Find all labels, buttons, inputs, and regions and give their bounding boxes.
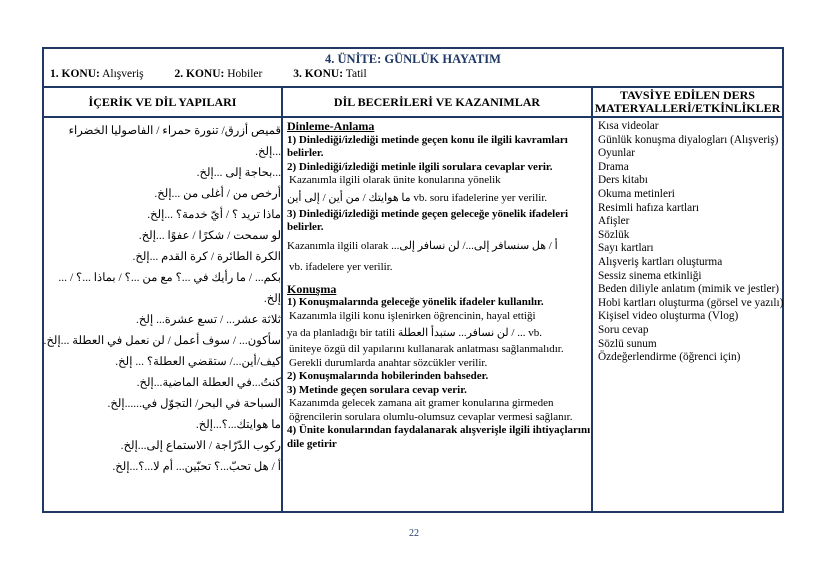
content-structures-column	[44, 120, 287, 511]
arabic-item: إلخ.	[263, 292, 281, 305]
konu-2: 2. KONU: Hobiler	[174, 68, 263, 80]
skills-column	[285, 120, 591, 511]
arabic-item: سأكون... / سوف أعمل / لن نعمل في العطلة ...إلخ.	[44, 334, 281, 347]
material-item: Resimli hafıza kartları	[598, 201, 700, 214]
arabic-phrase: ... / لن نسافر... ستبدأ العطلة	[397, 327, 526, 339]
material-item: Okuma metinleri	[598, 187, 675, 200]
col-header-materials-line2: MATERYALLERİ/ETKİNLİKLER	[594, 101, 781, 115]
col-header-materials	[593, 88, 782, 118]
material-item: Afişler	[598, 215, 630, 228]
material-item: Kişisel video oluşturma (Vlog)	[598, 310, 739, 323]
material-item: Sayı kartları	[598, 242, 654, 255]
material-item: Sessiz sinema etkinliği	[598, 269, 702, 282]
arabic-item: قميص أزرق/ تنورة حمراء / الفاصوليا الخضراء	[68, 124, 281, 137]
material-item: Oyunlar	[598, 147, 636, 160]
unit-header	[44, 49, 782, 88]
arabic-phrase: أ / هل سنسافر إلى.../ لن نسافر إلى...	[391, 239, 558, 252]
arabic-item: ...بحاجة إلى ...إلخ.	[196, 166, 281, 179]
material-item: Ders kitabı	[598, 174, 648, 187]
kazanim: 4) Ünite konularından faydalanarak alışverişle ilgili ihtiyaçlarını dile getirir	[287, 424, 591, 450]
arabic-item: لو سمحت / شكرًا / عفوًا ...إلخ.	[138, 229, 281, 242]
arabic-phrase: ما هوايتك / من أين / إلى أين	[287, 191, 411, 204]
material-item: Özdeğerlendirme (öğrenci için)	[598, 351, 741, 364]
note-text: vb.	[528, 327, 542, 339]
kazanim: 3) Dinlediği/izlediği metinde geçen geleceğe yönelik ifadeleri belirler.	[287, 207, 569, 233]
material-item: Alışveriş kartları oluşturma	[598, 255, 723, 268]
arabic-item: ثلاثة عشر... / تسع عشرة... إلخ.	[136, 313, 281, 326]
note-text: ya da planladığı bir tatili	[287, 327, 396, 339]
col-header-content: İÇERİK VE DİL YAPILARI	[44, 88, 281, 118]
note-mixed	[287, 235, 591, 257]
arabic-item: أرخص من / أغلى من ...إلخ.	[154, 187, 281, 200]
konu-3: 3. KONU: Tatil	[293, 68, 367, 80]
kazanim: 1) Konuşmalarında geleceğe yönelik ifadeler kullanılır.	[287, 296, 544, 308]
arabic-item: الكرة الطائرة / كرة القدم ...إلخ.	[132, 250, 281, 263]
kazanim: 1) Dinlediği/izlediği metinde geçen konu ile ilgili kavramları belirler.	[287, 133, 568, 159]
section-title-speaking: Konuşma	[287, 281, 337, 296]
note: Kazanımda gelecek zamana ait gramer konularına girmeden öğrencilerin sorulara olumlu-olumsuz cevaplar vermesi sağlanır.	[289, 397, 573, 423]
note: vb. ifadelere yer verilir.	[289, 260, 393, 273]
arabic-item: كيف/أين.../ ستقضي العطلة؟ ... إلخ.	[115, 355, 281, 368]
material-item: Kısa videolar	[598, 120, 659, 132]
arabic-item: ...إلخ.	[255, 145, 281, 158]
note-text: vb. soru ifadelerine yer verilir.	[413, 191, 548, 204]
note: Kazanımla ilgili olarak ünite konularına yönelik	[289, 174, 501, 186]
kazanim: 3) Metinde geçen sorulara cevap verir.	[287, 383, 467, 396]
kazanim: 2) Dinlediği/izlediği metinle ilgili sorulara cevaplar verir.	[287, 160, 553, 173]
materials-column	[593, 120, 785, 511]
page-number: 22	[409, 528, 419, 539]
col-header-skills: DİL BECERİLERİ VE KAZANIMLAR	[283, 88, 591, 118]
note-text: Kazanımla ilgili olarak	[287, 239, 389, 252]
material-item: Sözlük	[598, 228, 630, 241]
arabic-item: كنتُ...في العطلة الماضية...إلخ.	[136, 376, 281, 389]
konu-list	[50, 68, 395, 80]
arabic-item: ما هوايتك...؟...إلخ.	[195, 418, 281, 431]
material-item: Soru cevap	[598, 323, 649, 336]
note-mixed	[287, 188, 591, 208]
kazanim: 2) Konuşmalarında hobilerinden bahseder.	[287, 370, 489, 382]
material-item: Beden diliyle anlatım (mimik ve jestler)	[598, 283, 780, 296]
note: üniteye özgü dil yapılarını kullanarak anlatması sağlanmalıdır. Gerekli durumlarda anahtar sözcükler verilir.	[289, 343, 564, 369]
material-item: Günlük konuşma diyalogları (Alışveriş)	[598, 133, 779, 146]
material-item: Hobi kartları oluşturma (görsel ve yazılı)	[598, 296, 784, 309]
material-item: Sözlü sunum	[598, 337, 657, 350]
note: Kazanımla ilgili konu işlenirken öğrencinin, hayal ettiği	[289, 309, 536, 322]
arabic-item: أ / هل تحبّ...؟ تحبّين... أم لا...؟...إلخ.	[112, 460, 281, 473]
arabic-item: ركوب الدّرّاجة / الاستماع إلى...إلخ.	[120, 439, 281, 452]
arabic-item: السباحة في البحر/ التجوّل في......إلخ.	[107, 397, 281, 410]
konu-1: 1. KONU: Alışveriş	[50, 68, 144, 80]
material-item: Drama	[598, 160, 629, 173]
note-mixed	[287, 323, 591, 343]
col-header-materials-line1: TAVSİYE EDİLEN DERS	[620, 88, 755, 102]
arabic-item: بكم... / ما رأيك في ...؟ مع من ...؟ / بماذا ...؟ / ...	[58, 271, 281, 284]
curriculum-table	[42, 47, 784, 513]
arabic-item: ماذا تريد ؟ / أيّ خدمة؟ ...إلخ.	[147, 208, 281, 221]
unit-title: 4. ÜNİTE: GÜNLÜK HAYATIM	[325, 52, 501, 66]
section-title-listening: Dinleme-Anlama	[287, 120, 375, 133]
